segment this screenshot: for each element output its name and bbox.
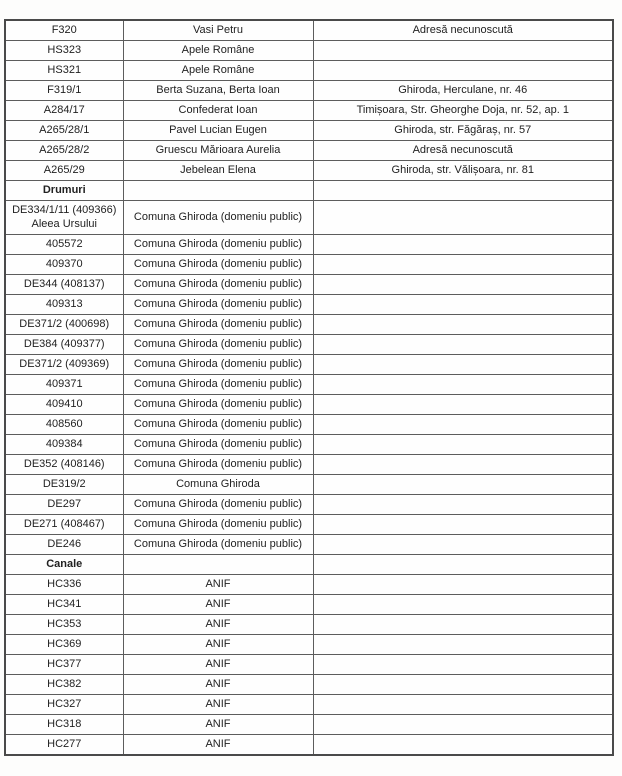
cell-parcel-id [5,181,123,201]
table-row [5,435,613,455]
table-row [5,715,613,735]
cell-parcel-id [5,495,123,515]
cell-parcel-street-text: Aleea Ursului [31,217,97,230]
cell-owner-text: Comuna Ghiroda (domeniu public) [133,317,303,330]
table-row [5,161,613,181]
cell-parcel-id-text: DE319/2 [42,477,86,490]
cell-parcel-id [5,735,123,756]
cell-parcel-id-text: 409313 [45,297,83,310]
cell-parcel-id [5,375,123,395]
cell-parcel-id-text: 405572 [45,237,83,250]
cell-address [313,715,613,735]
cell-parcel-id-text: HS321 [47,63,82,76]
cell-parcel-id-text: HC369 [47,637,82,650]
cell-owner [123,81,313,101]
cell-address [313,595,613,615]
cell-address [313,141,613,161]
cell-owner-text: Comuna Ghiroda (domeniu public) [133,417,303,430]
cell-owner-text: Comuna Ghiroda (domeniu public) [133,497,303,510]
cell-owner-text: Apele Române [181,63,255,76]
cell-parcel-id-text: HC318 [47,717,82,730]
cell-parcel-id-text: A265/28/2 [39,143,90,156]
cell-address [313,475,613,495]
table-row [5,375,613,395]
table-row [5,695,613,715]
cell-parcel-id [5,395,123,415]
cell-owner [123,395,313,415]
cell-parcel-id [5,335,123,355]
cell-owner [123,615,313,635]
cell-parcel-id-text: 409370 [45,257,83,270]
cell-parcel-id-text: DE344 (408137) [23,277,105,290]
cell-parcel-id-text: HC382 [47,677,82,690]
table-row [5,41,613,61]
cell-parcel-id-text: HC336 [47,577,82,590]
cell-owner [123,695,313,715]
cell-address [313,395,613,415]
cell-address-text: Ghiroda, str. Făgăraș, nr. 57 [394,123,532,136]
cell-address [313,101,613,121]
cell-parcel-id-text: HC377 [47,657,82,670]
cell-parcel-id [5,235,123,255]
cell-owner [123,355,313,375]
cell-parcel-id [5,715,123,735]
cell-owner [123,595,313,615]
cell-owner [123,655,313,675]
cell-address [313,515,613,535]
cell-parcel-id [5,61,123,81]
cell-owner-text: ANIF [205,637,231,650]
cell-parcel-id [5,20,123,41]
table-row [5,655,613,675]
section-row [5,555,613,575]
cell-address [313,415,613,435]
table-row [5,141,613,161]
table-row [5,275,613,295]
cell-parcel-id-text: A265/29 [43,163,85,176]
table-row [5,475,613,495]
cell-parcel-id-text: Drumuri [42,183,86,196]
cell-parcel-id [5,455,123,475]
table-row [5,675,613,695]
cell-owner-text: Comuna Ghiroda (domeniu public) [133,257,303,270]
cell-parcel-id [5,595,123,615]
table-row [5,61,613,81]
cell-owner [123,101,313,121]
cell-address [313,635,613,655]
cell-parcel-id [5,575,123,595]
cell-address-text: Ghiroda, Herculane, nr. 46 [398,83,528,96]
cell-owner-text: Jebelean Elena [180,163,256,176]
cell-owner [123,61,313,81]
cell-parcel-id [5,201,123,235]
cell-address-text: Adresă necunoscută [412,143,513,156]
table-row [5,515,613,535]
cell-address [313,615,613,635]
cell-address [313,61,613,81]
cell-parcel-id [5,141,123,161]
table-row [5,575,613,595]
cell-owner [123,121,313,141]
cell-owner [123,415,313,435]
cell-parcel-id-text: HC353 [47,617,82,630]
table-row [5,595,613,615]
cell-owner-text: ANIF [205,697,231,710]
cell-owner [123,435,313,455]
cell-owner [123,20,313,41]
cell-owner [123,275,313,295]
cell-address-text: Ghiroda, str. Vălișoara, nr. 81 [391,163,534,176]
cell-owner-text: ANIF [205,737,231,750]
cell-address [313,435,613,455]
table-row [5,201,613,235]
cell-owner [123,255,313,275]
ownership-table [4,19,614,756]
cell-owner-text: ANIF [205,617,231,630]
table-row [5,295,613,315]
table-row [5,735,613,756]
cell-parcel-id-text: DE371/2 (400698) [19,317,110,330]
cell-owner [123,295,313,315]
table-row [5,395,613,415]
cell-parcel-id-text: HC327 [47,697,82,710]
cell-owner-text: Comuna Ghiroda [176,477,260,490]
cell-parcel-id-text: A265/28/1 [39,123,90,136]
cell-owner-text: Comuna Ghiroda (domeniu public) [133,377,303,390]
cell-address [313,201,613,235]
cell-address [313,81,613,101]
cell-owner-text: Comuna Ghiroda (domeniu public) [133,210,303,223]
cell-owner-text: ANIF [205,677,231,690]
cell-address [313,375,613,395]
cell-parcel-id [5,675,123,695]
cell-owner [123,335,313,355]
cell-parcel-id-text: A284/17 [43,103,85,116]
table-row [5,255,613,275]
cell-owner [123,575,313,595]
cell-owner-text: Comuna Ghiroda (domeniu public) [133,297,303,310]
cell-address [313,655,613,675]
cell-address [313,161,613,181]
cell-owner-text: Vasi Petru [193,23,243,36]
cell-owner-text: Comuna Ghiroda (domeniu public) [133,457,303,470]
cell-address-text: Adresă necunoscută [412,23,513,36]
cell-parcel-id-text: DE297 [47,497,82,510]
cell-parcel-id [5,695,123,715]
table-row [5,455,613,475]
cell-owner-text: Apele Române [181,43,255,56]
cell-owner [123,235,313,255]
cell-address [313,495,613,515]
cell-owner [123,555,313,575]
cell-parcel-id [5,515,123,535]
cell-parcel-id-text: DE334/1/11 (409366) [12,204,117,217]
cell-owner [123,635,313,655]
table-row [5,535,613,555]
cell-address [313,295,613,315]
cell-owner-text: ANIF [205,597,231,610]
table-row [5,615,613,635]
cell-owner-text: Comuna Ghiroda (domeniu public) [133,237,303,250]
section-row [5,181,613,201]
table-row [5,635,613,655]
cell-parcel-id [5,635,123,655]
cell-owner-text: Comuna Ghiroda (domeniu public) [133,537,303,550]
cell-parcel-id-text: DE271 (408467) [23,517,105,530]
cell-parcel-id [5,355,123,375]
cell-address [313,181,613,201]
cell-owner-text: Comuna Ghiroda (domeniu public) [133,357,303,370]
cell-owner [123,375,313,395]
cell-address [313,535,613,555]
cell-parcel-id [5,81,123,101]
cell-parcel-id-text: 409410 [45,397,83,410]
table-row [5,101,613,121]
cell-owner [123,495,313,515]
cell-parcel-id [5,655,123,675]
cell-parcel-id [5,161,123,181]
cell-parcel-id [5,275,123,295]
cell-owner-text: Berta Suzana, Berta Ioan [156,83,280,96]
cell-owner [123,675,313,695]
cell-owner [123,315,313,335]
cell-address [313,575,613,595]
cell-parcel-id [5,435,123,455]
cell-parcel-id [5,535,123,555]
cell-owner [123,41,313,61]
cell-parcel-id [5,295,123,315]
table-body [5,20,613,755]
cell-parcel-id-text: Canale [46,557,83,570]
cell-parcel-id-text: HS323 [47,43,82,56]
cell-address [313,335,613,355]
table-row [5,81,613,101]
cell-address [313,455,613,475]
cell-owner-text: Comuna Ghiroda (domeniu public) [133,337,303,350]
cell-address [313,695,613,715]
cell-parcel-id-text: DE352 (408146) [23,457,105,470]
cell-parcel-id-text: DE246 [47,537,82,550]
cell-owner-text: Comuna Ghiroda (domeniu public) [133,517,303,530]
cell-parcel-id-text: F320 [51,23,77,36]
cell-address [313,315,613,335]
cell-parcel-id-text: 408560 [45,417,83,430]
cell-owner-text: ANIF [205,717,231,730]
cell-owner [123,475,313,495]
cell-parcel-id [5,41,123,61]
cell-parcel-id [5,101,123,121]
table-row [5,235,613,255]
cell-address [313,255,613,275]
table-row [5,495,613,515]
table-row [5,415,613,435]
cell-owner-text: ANIF [205,657,231,670]
cell-parcel-id-text: F319/1 [47,83,82,96]
cell-parcel-id-text: DE371/2 (409369) [19,357,110,370]
cell-parcel-id [5,475,123,495]
cell-address [313,275,613,295]
cell-parcel-id-text: 409384 [45,437,83,450]
cell-address [313,235,613,255]
cell-owner [123,141,313,161]
cell-owner [123,715,313,735]
cell-parcel-id [5,615,123,635]
cell-owner-text: Comuna Ghiroda (domeniu public) [133,277,303,290]
cell-parcel-id [5,415,123,435]
cell-address-text: Timișoara, Str. Gheorghe Doja, nr. 52, ap. 1 [356,103,569,116]
cell-owner-text: Pavel Lucian Eugen [169,123,267,136]
cell-owner-text: Comuna Ghiroda (domeniu public) [133,437,303,450]
cell-parcel-id-text: 409371 [45,377,83,390]
cell-address [313,555,613,575]
table-row [5,315,613,335]
cell-address [313,355,613,375]
cell-owner [123,181,313,201]
cell-parcel-id-text: HC277 [47,737,82,750]
cell-address [313,41,613,61]
cell-owner [123,201,313,235]
table-row [5,20,613,41]
cell-address [313,20,613,41]
cell-parcel-id-text: HC341 [47,597,82,610]
cell-parcel-id [5,121,123,141]
cell-parcel-id [5,315,123,335]
cell-owner-text: Confederat Ioan [178,103,258,116]
cell-address [313,735,613,756]
cell-address [313,121,613,141]
cell-owner-text: Comuna Ghiroda (domeniu public) [133,397,303,410]
table-row [5,355,613,375]
cell-owner-text: Gruescu Mărioara Aurelia [155,143,281,156]
cell-owner [123,161,313,181]
cell-parcel-id [5,555,123,575]
cell-parcel-id [5,255,123,275]
cell-owner [123,455,313,475]
table-row [5,335,613,355]
cell-parcel-id-text: DE384 (409377) [23,337,105,350]
cell-owner [123,515,313,535]
cell-owner [123,535,313,555]
cell-owner-text: ANIF [205,577,231,590]
cell-address [313,675,613,695]
table-row [5,121,613,141]
cell-owner [123,735,313,756]
